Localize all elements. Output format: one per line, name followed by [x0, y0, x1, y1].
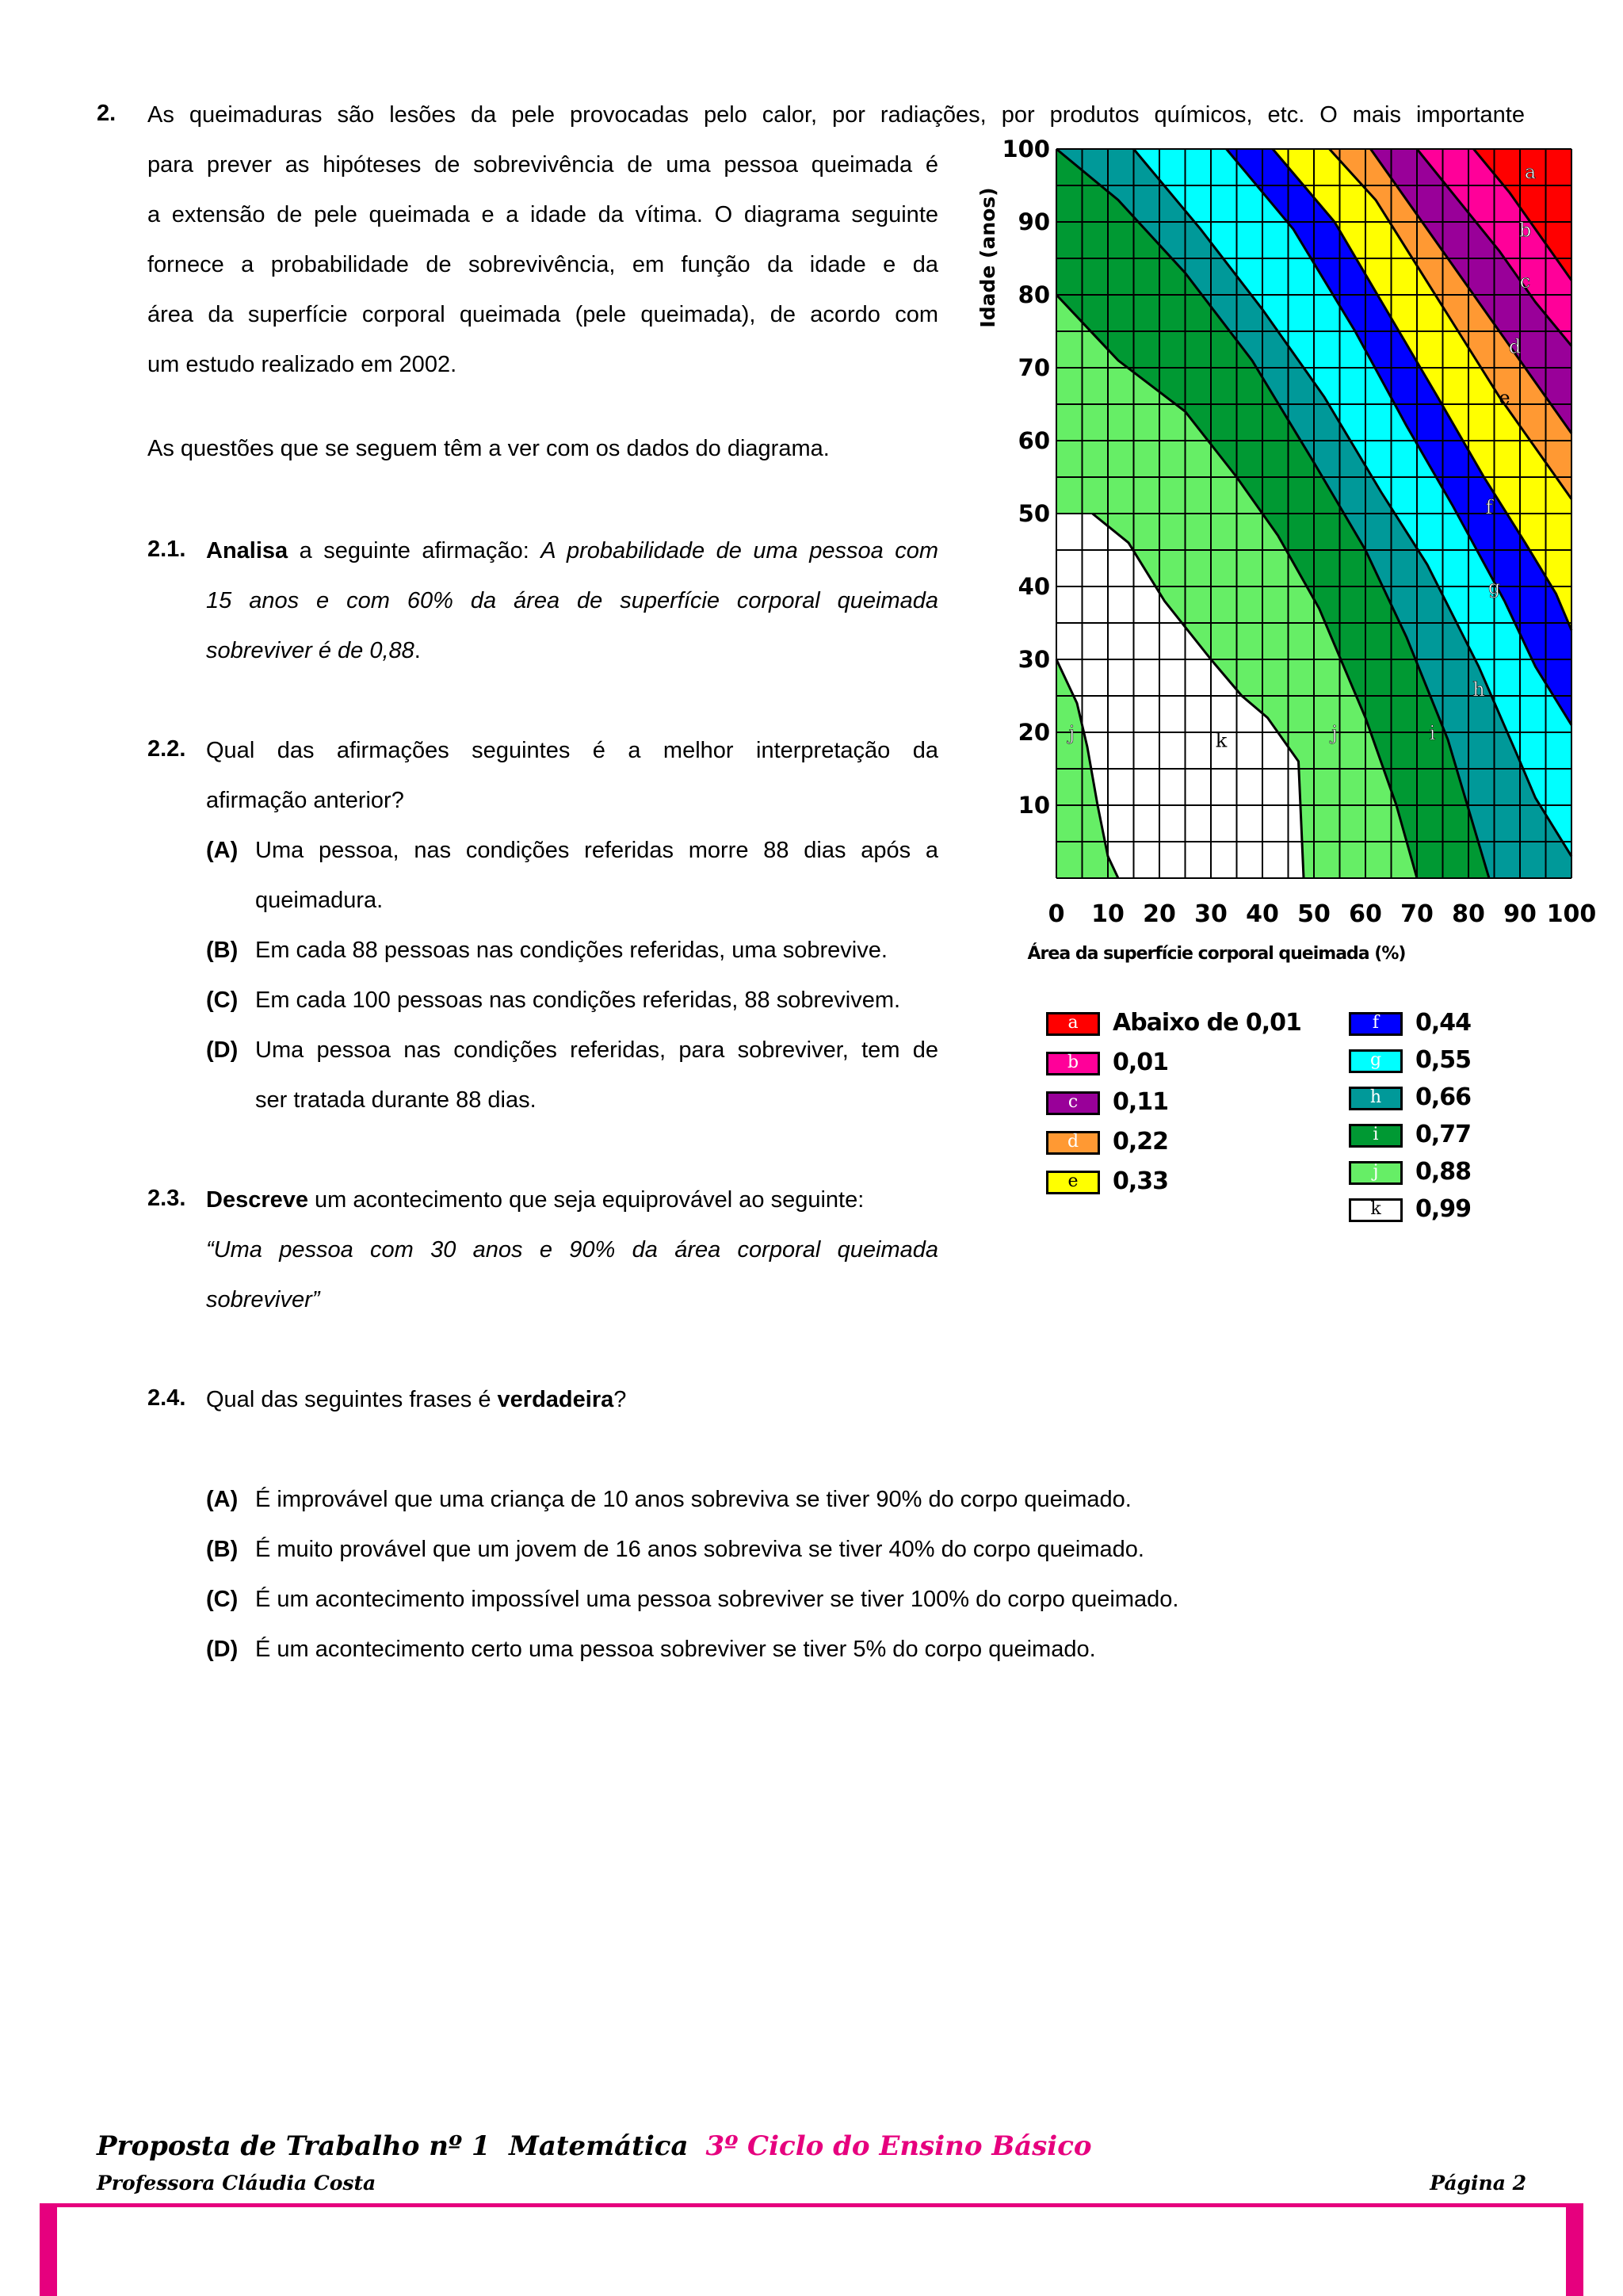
question-2-1-lead: a seguinte afirmação: [288, 538, 541, 563]
question-2-3-text [206, 1175, 938, 1325]
x-tick-label: 50 [1297, 900, 1331, 928]
region-label-e: e [1499, 387, 1510, 409]
question-2-1-statement: A probabilidade de uma pessoa com [540, 538, 938, 563]
y-tick-label: 70 [1018, 354, 1050, 381]
legend-swatch: b [1046, 1052, 1100, 1075]
question-2-1-statement: 15 anos e com 60% da área de superfície corporal queimada [206, 588, 938, 613]
footer-right-bar [1566, 2206, 1583, 2296]
footer-page-number: Página 2 [1430, 2172, 1526, 2195]
option-2-2-c[interactable] [206, 976, 938, 1026]
y-tick-label: 90 [1018, 208, 1050, 235]
legend-label: Abaixo de 0,01 [1113, 1009, 1301, 1037]
option-2-4-d[interactable] [206, 1625, 1395, 1675]
option-text: Em cada 88 pessoas nas condições referidas, uma sobrevive. [255, 938, 888, 963]
legend-item-k [1349, 1195, 1507, 1227]
legend-item-g [1349, 1046, 1507, 1078]
question-2-2-line: Qual das afirmações seguintes é a melhor interpretação da [206, 738, 938, 763]
legend-label: 0,33 [1113, 1167, 1169, 1195]
legend-label: 0,01 [1113, 1049, 1169, 1076]
legend-label: 0,11 [1113, 1088, 1169, 1116]
option-label: (B) [206, 1537, 239, 1562]
option-text: ser tratada durante 88 dias. [255, 1087, 537, 1113]
x-tick-label: 0 [1048, 900, 1065, 928]
region-label-j: j [1331, 722, 1338, 745]
option-text: É um acontecimento certo uma pessoa sobreviver se tiver 5% do corpo queimado. [255, 1637, 1096, 1662]
y-tick-label: 100 [1002, 136, 1050, 162]
option-label: (A) [206, 838, 239, 863]
option-2-2-a[interactable] [206, 826, 938, 926]
question-2-1-end: . [414, 638, 421, 663]
footer-title [97, 2130, 1092, 2162]
y-tick-label: 80 [1018, 281, 1050, 308]
region-label-d: d [1508, 335, 1522, 358]
paragraph-line: um estudo realizado em 2002. [147, 352, 457, 377]
question-2-4-pre: Qual das seguintes frases é [206, 1387, 498, 1412]
question-2-3-quote: sobreviver” [206, 1287, 320, 1312]
option-label: (B) [206, 938, 239, 963]
legend-swatch: i [1349, 1124, 1403, 1148]
question-2-1-text [206, 526, 938, 676]
legend-right-column [1349, 1009, 1507, 1255]
option-2-4-b[interactable] [206, 1525, 1395, 1575]
legend-swatch: h [1349, 1087, 1403, 1110]
legend-label: 0,44 [1415, 1009, 1472, 1037]
x-axis-label: Área da superfície corporal queimada (%) [1027, 944, 1406, 964]
region-label-b: b [1518, 219, 1532, 242]
question-2-2-text [206, 726, 938, 826]
region-label-c: c [1519, 269, 1531, 292]
x-tick-label: 80 [1452, 900, 1485, 928]
legend-item-e [1046, 1167, 1308, 1199]
footer-title-text: Proposta de Trabalho nº 1 Matemática [97, 2130, 689, 2162]
paragraph-line: área da superfície corporal queimada (pele queimada), de acordo com [147, 302, 938, 327]
region-label-f: f [1485, 496, 1493, 518]
legend-label: 0,22 [1113, 1128, 1169, 1156]
option-label: (C) [206, 1587, 239, 1612]
legend-item-c [1046, 1088, 1308, 1120]
x-tick-label: 10 [1091, 900, 1125, 928]
option-label: (D) [206, 1637, 239, 1662]
option-label: (A) [206, 1487, 239, 1512]
paragraph-line: a extensão de pele queimada e a idade da vítima. O diagrama seguinte [147, 202, 938, 227]
legend-swatch: d [1046, 1131, 1100, 1155]
legend-left-column [1046, 1009, 1308, 1215]
y-tick-label: 20 [1018, 719, 1050, 746]
y-tick-label: 10 [1018, 792, 1050, 819]
legend-swatch: c [1046, 1091, 1100, 1115]
question-2-3-line [206, 1175, 938, 1225]
legend-swatch: k [1349, 1198, 1403, 1222]
questions-intro: As questões que se seguem têm a ver com os dados do diagrama. [147, 436, 830, 461]
paragraph-line: fornece a probabilidade de sobrevivência, em função da idade e da [147, 252, 938, 277]
legend-item-f [1349, 1009, 1507, 1041]
option-label: (C) [206, 988, 239, 1013]
question-2-1-number: 2.1. [147, 537, 186, 562]
option-text: Uma pessoa nas condições referidas, para sobreviver, tem de [255, 1037, 938, 1063]
region-label-a: a [1524, 160, 1537, 183]
x-tick-label: 60 [1349, 900, 1382, 928]
option-text: É muito provável que um jovem de 16 anos sobreviva se tiver 40% do corpo queimado. [255, 1537, 1144, 1562]
legend-label: 0,66 [1415, 1083, 1472, 1111]
question-2-4-post: ? [613, 1387, 627, 1412]
option-label: (D) [206, 1037, 239, 1063]
footer-left-bar [40, 2206, 57, 2296]
option-2-4-a[interactable] [206, 1475, 1395, 1525]
legend-item-i [1349, 1121, 1507, 1152]
chart-grid [1056, 149, 1571, 878]
legend-swatch: j [1349, 1161, 1403, 1185]
y-axis-label: Idade (anos) [976, 187, 999, 328]
y-tick-label: 40 [1018, 573, 1050, 600]
question-2-paragraph [147, 140, 938, 390]
x-tick-label: 70 [1400, 900, 1434, 928]
legend-swatch: a [1046, 1012, 1100, 1036]
question-2-2-line: afirmação anterior? [206, 788, 404, 813]
y-tick-label: 30 [1018, 646, 1050, 673]
question-2-2-number: 2.2. [147, 736, 186, 762]
x-tick-label: 100 [1546, 900, 1597, 928]
legend-item-b [1046, 1049, 1308, 1080]
option-text: Em cada 100 pessoas nas condições referidas, 88 sobrevivem. [255, 988, 901, 1013]
legend-label: 0,77 [1415, 1121, 1472, 1148]
region-label-i: i [1429, 722, 1436, 745]
footer-teacher: Professora Cláudia Costa [97, 2172, 376, 2195]
option-2-4-c[interactable] [206, 1575, 1395, 1625]
legend-item-h [1349, 1083, 1507, 1115]
region-label-k: k [1215, 729, 1228, 752]
option-text: É improvável que uma criança de 10 anos sobreviva se tiver 90% do corpo queimado. [255, 1487, 1132, 1512]
option-2-2-d[interactable] [206, 1026, 938, 1125]
y-tick-label: 60 [1018, 427, 1050, 454]
option-text: É um acontecimento impossível uma pessoa sobreviver se tiver 100% do corpo queimado. [255, 1587, 1179, 1612]
question-2-4-line [206, 1375, 626, 1425]
footer-rule [40, 2203, 1583, 2207]
legend-item-d [1046, 1128, 1308, 1159]
x-tick-label: 40 [1246, 900, 1279, 928]
question-2-1-verb: Analisa [206, 538, 288, 563]
question-2-number: 2. [97, 101, 116, 126]
x-tick-label: 20 [1143, 900, 1176, 928]
question-2-4-bold: verdadeira [497, 1387, 614, 1412]
x-tick-label: 90 [1503, 900, 1537, 928]
region-label-h: h [1472, 678, 1485, 701]
question-2-intro-line: As queimaduras são lesões da pele provocadas pelo calor, por radiações, por produtos químicos, etc. O mais importante [147, 102, 1525, 128]
question-2-1-statement: sobreviver é de 0,88 [206, 638, 414, 663]
option-text: Uma pessoa, nas condições referidas morre 88 dias após a [255, 838, 938, 863]
region-label-j: j [1068, 722, 1075, 745]
question-2-3-verb: Descreve [206, 1187, 308, 1213]
legend-item-a [1046, 1009, 1308, 1041]
footer-subtitle: 3º Ciclo do Ensino Básico [705, 2130, 1092, 2162]
legend-label: 0,88 [1415, 1158, 1472, 1186]
legend-swatch: e [1046, 1171, 1100, 1194]
question-2-3-quote: “Uma pessoa com 30 anos e 90% da área corporal queimada [206, 1237, 938, 1263]
option-text: queimadura. [255, 888, 384, 913]
legend-swatch: g [1349, 1049, 1403, 1073]
question-2-3-rest: um acontecimento que seja equiprovável ao seguinte: [308, 1187, 865, 1213]
question-2-4-number: 2.4. [147, 1385, 186, 1411]
legend-label: 0,55 [1415, 1046, 1472, 1074]
region-label-g: g [1487, 576, 1501, 599]
legend-label: 0,99 [1415, 1195, 1472, 1223]
question-2-3-number: 2.3. [147, 1186, 186, 1211]
legend-item-j [1349, 1158, 1507, 1190]
x-tick-label: 30 [1194, 900, 1228, 928]
option-2-2-b[interactable] [206, 926, 938, 976]
legend-swatch: f [1349, 1012, 1403, 1036]
question-2-1-line [206, 526, 938, 576]
paragraph-line: para prever as hipóteses de sobrevivência de uma pessoa queimada é [147, 152, 938, 178]
y-tick-label: 50 [1018, 500, 1050, 527]
question-2-1-line [206, 626, 938, 676]
survival-diagram [971, 135, 1597, 975]
